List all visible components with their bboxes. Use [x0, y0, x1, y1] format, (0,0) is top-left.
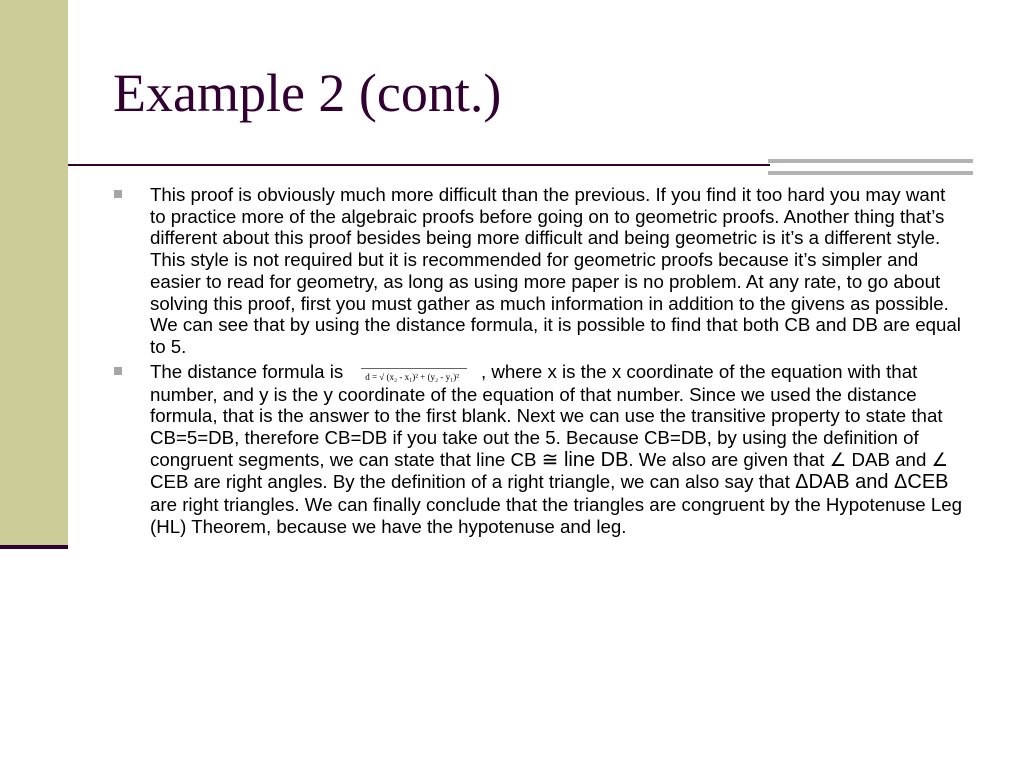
congruent-statement: ≅ line DB [541, 448, 629, 471]
accent-bar-bottom [768, 171, 973, 175]
square-bullet-icon [114, 190, 122, 198]
bullet-paragraph-1 [112, 184, 962, 358]
paragraph-2-lead: The distance formula is [150, 360, 344, 382]
slide-body [112, 184, 962, 541]
bullet-paragraph-2 [112, 361, 962, 538]
triangles-statement: ΔDAB and ΔCEB [795, 471, 949, 494]
paragraph-2-part1: , where x is the x coordinate of the equation with that number, and y is the y coordinate of the equation of that number. Since we used the distance formula, that is the answer to the first blank. Next we can use the transitive property to state that CB=5=DB, therefore CB=DB if you take out the 5. Because CB=DB, by using the definition of congruent segments, we can state that line CB [150, 360, 943, 470]
paragraph-2-part3: are right triangles. We can finally conclude that the triangles are congruent by the Hypotenuse Leg (HL) Theorem, because we have the hypotenuse and leg. [150, 494, 963, 537]
paragraph-1-text: This proof is obviously much more difficult than the previous. If you find it too hard you may want to practice more of the algebraic proofs before going on to geometric proofs. Another thing that’s different about this proof besides being more difficult and being geometric is it’s a different style. This style is not required but it is recommended for geometric proofs because it’s simpler and easier to read for geometry, as long as using more paper is no problem. At any rate, to go about solving this proof, first you must gather as much information in addition to the givens as possible. We can see that by using the distance formula, it is possible to find that both CB and DB are equal to 5. [150, 184, 961, 357]
decorative-side-band [0, 0, 68, 547]
paragraph-2-part2: . We also are given that ∠ DAB and ∠ CEB are right angles. By the definition of a right triangle, we can also say that [150, 448, 949, 493]
side-band-underline [0, 545, 68, 549]
square-bullet-icon [114, 367, 122, 375]
title-divider [68, 164, 770, 166]
distance-formula-image: d = √ (x₂ - x₁)² + (y₂ - y₁)² [361, 368, 467, 384]
slide-title: Example 2 (cont.) [113, 63, 502, 123]
accent-bar-top [768, 159, 973, 163]
